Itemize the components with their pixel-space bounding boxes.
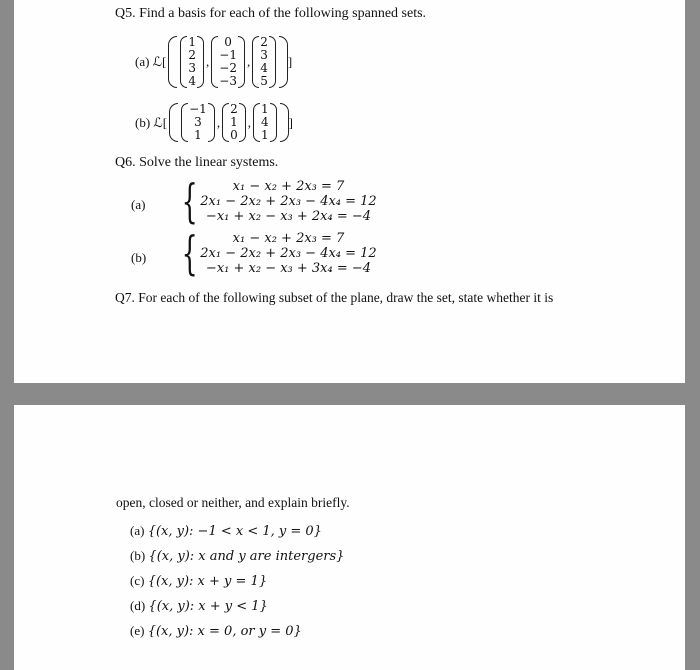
q7-item-a-set: {(x, y): −1 < x < 1, y = 0} — [147, 524, 322, 539]
q5-heading: Q5. Find a basis for each of the following spanned sets. — [115, 6, 427, 21]
q7-heading: Q7. For each of the following subset of the plane, draw the set, state whether it is — [115, 290, 554, 305]
q5a-vector-2: 0 −1 −2 −3 — [211, 36, 245, 88]
q5a-span-set: 1 2 3 4 , 0 −1 −2 −3 , 2 3 4 5 — [168, 36, 287, 88]
q6b-equation-3: −x₁ + x₂ − x₃ + 3x₄ = −4 — [205, 260, 372, 276]
q5b-vector-1: −1 3 1 — [181, 103, 215, 142]
q5b-span-set: −1 3 1 , 2 1 0 , 1 4 1 — [169, 103, 288, 142]
q6b-equation-1: x₁ − x₂ + 2x₃ = 7 — [232, 230, 345, 246]
q6a-system — [175, 174, 377, 228]
q7-item-d-set: {(x, y): x + y < 1} — [148, 599, 268, 614]
q6a-equation-2: 2x₁ − 2x₂ + 2x₃ − 4x₄ = 12 — [200, 193, 377, 209]
q6-heading: Q6. Solve the linear systems. — [115, 155, 279, 170]
q7-item-b-set: {(x, y): x and y are intergers} — [148, 549, 345, 564]
q6a-brace: { — [181, 174, 198, 228]
q7-item-e-set: {(x, y): x = 0, or y = 0} — [147, 624, 302, 639]
q5b-expression: (b) ℒ[ −1 3 1 , 2 1 0 , 1 4 1 ] — [135, 102, 293, 142]
q7-item-d: (d) {(x, y): x + y < 1} — [130, 598, 268, 614]
q6a-equation-1: x₁ − x₂ + 2x₃ = 7 — [232, 178, 345, 194]
q5a-vector-1: 1 2 3 4 — [180, 36, 204, 88]
q7-continuation: open, closed or neither, and explain briefly. — [116, 495, 350, 510]
q5a-vector-3: 2 3 4 5 — [252, 36, 276, 88]
q5a-expression: (a) ℒ[ 1 2 3 4 , 0 −1 −2 −3 , 2 3 4 5 ] — [135, 35, 293, 88]
q7-item-e: (e) {(x, y): x = 0, or y = 0} — [130, 623, 302, 639]
q6a-equation-3: −x₁ + x₂ − x₃ + 2x₄ = −4 — [205, 208, 372, 224]
q6b-brace: { — [181, 226, 198, 280]
q7-item-b: (b) {(x, y): x and y are intergers} — [130, 548, 345, 564]
q6b-equation-2: 2x₁ − 2x₂ + 2x₃ − 4x₄ = 12 — [200, 245, 377, 261]
q5b-vector-2: 2 1 0 — [222, 103, 246, 142]
q6a-label: (a) — [131, 197, 146, 212]
q5a-label: (a) ℒ[ — [135, 54, 167, 69]
page-bottom — [14, 405, 685, 670]
page-top — [14, 0, 685, 383]
q7-item-c-set: {(x, y): x + y = 1} — [147, 574, 268, 589]
q7-item-a: (a) {(x, y): −1 < x < 1, y = 0} — [130, 523, 322, 539]
q5b-vector-3: 1 4 1 — [253, 103, 277, 142]
q7-item-c: (c) {(x, y): x + y = 1} — [130, 573, 268, 589]
q6b-system — [175, 226, 377, 280]
q5b-label: (b) ℒ[ — [135, 114, 168, 130]
q6b-label: (b) — [131, 250, 147, 265]
